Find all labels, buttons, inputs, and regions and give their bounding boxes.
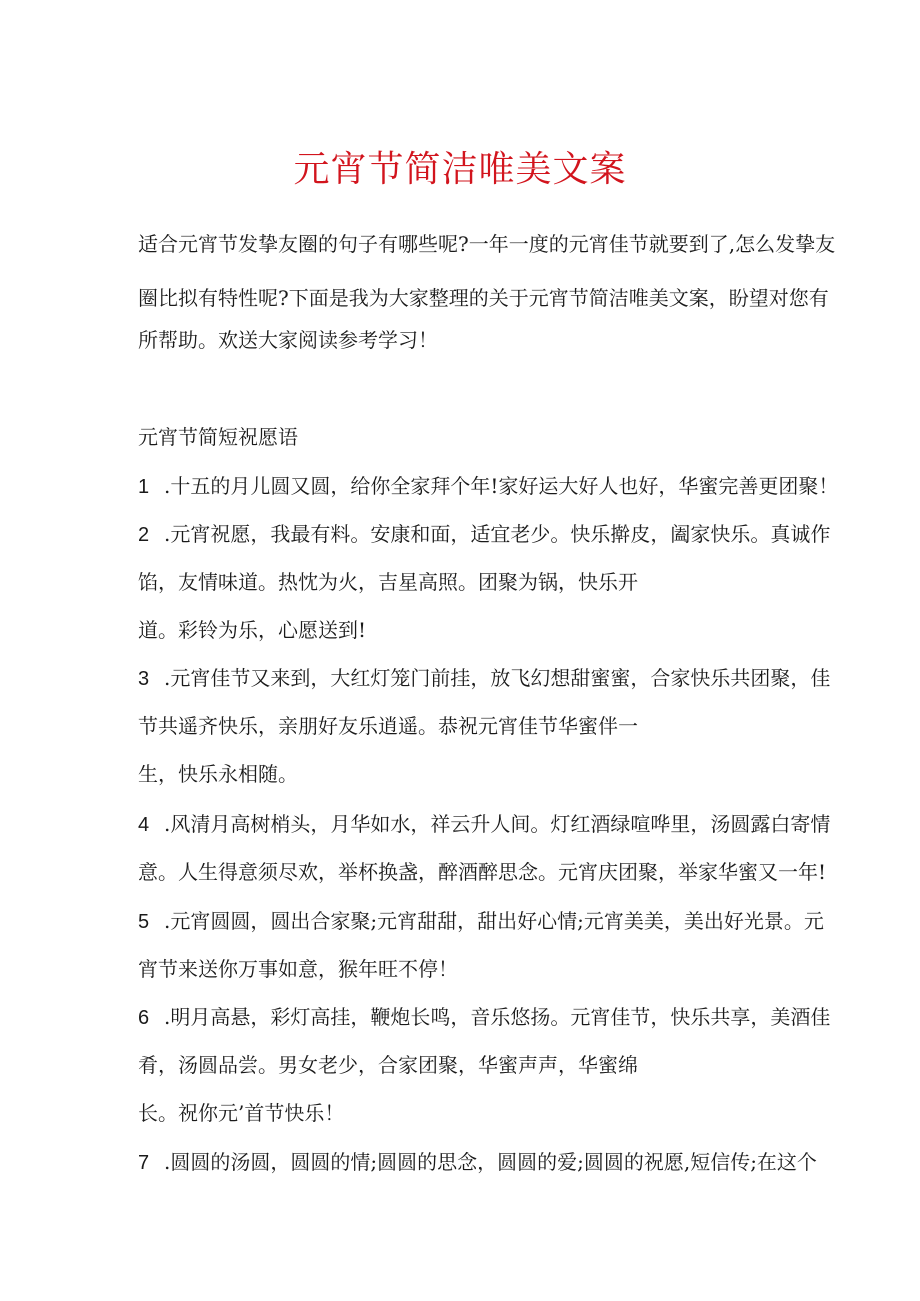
item-text-continued: 肴，汤圆品尝。男女老少，合家团聚，华蜜声声，华蜜绵 xyxy=(138,1053,638,1077)
intro-line: 适合元宵节发挚友圈的句子有哪些呢?一年一度的元宵佳节就要到了,怎么发挚友 xyxy=(138,232,836,256)
document-title: 元宵节简洁唯美文案 xyxy=(293,149,627,190)
list-item xyxy=(138,520,830,549)
intro-line: 圈比拟有特性呢?下面是我为大家整理的关于元宵节简洁唯美文案，盼望对您有 xyxy=(138,286,829,310)
list-item xyxy=(138,1148,817,1177)
list-item xyxy=(138,907,824,936)
item-text-continued: 节共遥齐快乐，亲朋好友乐逍遥。恭祝元宵佳节华蜜伴一 xyxy=(138,714,638,738)
item-text: .十五的月儿圆又圆，给你全家拜个年!家好运大好人也好，华蜜完善更团聚！ xyxy=(164,474,839,498)
item-number: 1 xyxy=(138,476,150,498)
item-text-continued: 道。彩铃为乐，心愿送到! xyxy=(138,618,367,642)
list-item xyxy=(138,1003,830,1032)
item-text-continued: 长。祝你元’首节快乐！ xyxy=(138,1101,345,1125)
item-text: .圆圆的汤圆，圆圆的情;圆圆的思念，圆圆的爱;圆圆的祝愿,短信传;在这个 xyxy=(164,1150,817,1174)
item-number: 2 xyxy=(138,524,150,546)
item-number: 4 xyxy=(138,814,150,836)
item-text: .风清月高树梢头，月华如水，祥云升人间。灯红酒绿喧哗里，汤圆露白寄情 xyxy=(164,812,831,836)
item-text: .元宵祝愿，我最有料。安康和面，适宜老少。快乐擀皮，阖家快乐。真诚作 xyxy=(164,522,831,546)
section-heading: 元宵节简短祝愿语 xyxy=(138,425,298,449)
item-text: .元宵佳节又来到，大红灯笼门前挂，放飞幻想甜蜜蜜，合家快乐共团聚，佳 xyxy=(164,666,831,690)
item-text-continued: 生，快乐永相随。 xyxy=(138,762,298,786)
item-text: .明月高悬，彩灯高挂，鞭炮长鸣，音乐悠扬。元宵佳节，快乐共享，美酒佳 xyxy=(164,1005,831,1029)
item-number: 6 xyxy=(138,1007,150,1029)
item-number: 5 xyxy=(138,911,150,933)
item-text-continued: 意。人生得意须尽欢，举杯换盏，醉酒醉思念。元宵庆团聚，举家华蜜又一年! xyxy=(138,860,827,884)
intro-line: 所帮助。欢送大家阅读参考学习！ xyxy=(138,328,438,352)
item-number: 3 xyxy=(138,668,150,690)
item-number: 7 xyxy=(138,1152,150,1174)
item-text-continued: 馅，友情味道。热忱为火，吉星高照。团聚为锅，快乐开 xyxy=(138,570,638,594)
list-item xyxy=(138,472,838,501)
list-item xyxy=(138,664,830,693)
list-item xyxy=(138,810,830,839)
item-text: .元宵圆圆，圆出合家聚;元宵甜甜，甜出好心情;元宵美美，美出好光景。元 xyxy=(164,909,824,933)
item-text-continued: 宵节来送你万事如意，猴年旺不停！ xyxy=(138,957,458,981)
